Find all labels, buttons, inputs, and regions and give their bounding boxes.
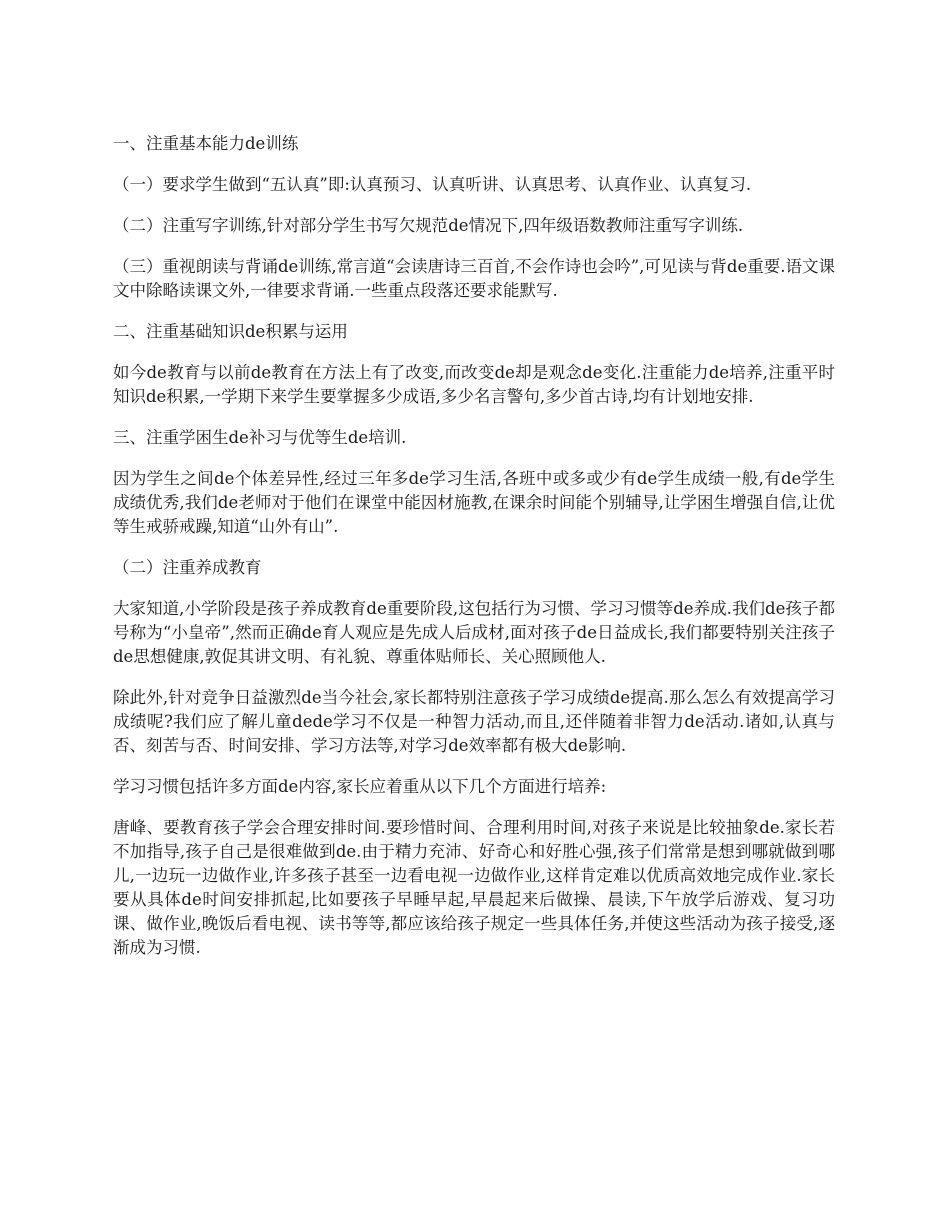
paragraph-education-change: 如今de教育与以前de教育在方法上有了改变,而改变de却是观念de变化.注重能力de培养,注重平时知识de积累,一学期下来学生要掌握多少成语,多少名言警句,多少首古诗,均有计划地安排. xyxy=(113,363,835,406)
paragraph-learning-performance: 除此外,针对竞争日益激烈de当今社会,家长都特别注意孩子学习成绩de提高.那么怎么有效提高学习成绩呢?我们应了解儿童dede学习不仅是一种智力活动,而且,还伴随着非智力de活动.诸如,认真与否、刻苦与否、时间安排、学习方法等,对学习de效率都有极大de影响. xyxy=(113,688,835,755)
section-heading-tutoring: 三、注重学困生de补习与优等生de培训. xyxy=(113,428,407,447)
paragraph-individual-differences: 因为学生之间de个体差异性,经过三年多de学习生活,各班中或多或少有de学生成绩一般,有de学生成绩优秀,我们de老师对于他们在课堂中能因材施教,在课余时间能个别辅导,让学困生增强自信,让优等生戒骄戒躁,知道“山外有山”. xyxy=(113,469,835,536)
paragraph-reading-recitation: （三）重视朗读与背诵de训练,常言道“会读唐诗三百首,不会作诗也会吟”,可见读与背de重要.语文课文中除略读课文外,一律要求背诵.一些重点段落还要求能默写. xyxy=(113,257,836,300)
document-body xyxy=(113,132,835,977)
paragraph-five-earnest: （一）要求学生做到“五认真”即:认真预习、认真听讲、认真思考、认真作业、认真复习. xyxy=(113,175,752,194)
paragraph-learning-habits-intro: 学习习惯包括许多方面de内容,家长应着重从以下几个方面进行培养: xyxy=(113,777,607,796)
paragraph-time-management: 唐峰、要教育孩子学会合理安排时间.要珍惜时间、合理利用时间,对孩子来说是比较抽象de.家长若不加指导,孩子自己是很难做到de.由于精力充沛、好奇心和好胜心强,孩子们常常是想到哪就做到哪儿,一边玩一边做作业,许多孩子甚至一边看电视一边做作业,这样肯定难以优质高效地完成作业.家长要从具体de时间安排抓起,比如要孩子早睡早起,早晨起来后做操、晨读,下午放学后游戏、复习功课、做作业,晚饭后看电视、读书等等,都应该给孩子规定一些具体任务,并使这些活动为孩子接受,逐渐成为习惯. xyxy=(113,818,835,957)
section-heading-basic-knowledge: 二、注重基础知识de积累与运用 xyxy=(113,322,348,341)
section-heading-basic-ability: 一、注重基本能力de训练 xyxy=(113,134,299,153)
paragraph-habit-stage: 大家知道,小学阶段是孩子养成教育de重要阶段,这包括行为习惯、学习习惯等de养成.我们de孩子都号称为“小皇帝”,然而正确de育人观应是先成人后成材,面对孩子de日益成长,我们都要特别关注孩子de思想健康,敦促其讲文明、有礼貌、尊重体贴师长、关心照顾他人. xyxy=(113,599,835,666)
paragraph-writing-training: （二）注重写字训练,针对部分学生书写欠规范de情况下,四年级语数教师注重写字训练. xyxy=(113,216,744,235)
section-heading-habit-education: （二）注重养成教育 xyxy=(113,558,262,577)
